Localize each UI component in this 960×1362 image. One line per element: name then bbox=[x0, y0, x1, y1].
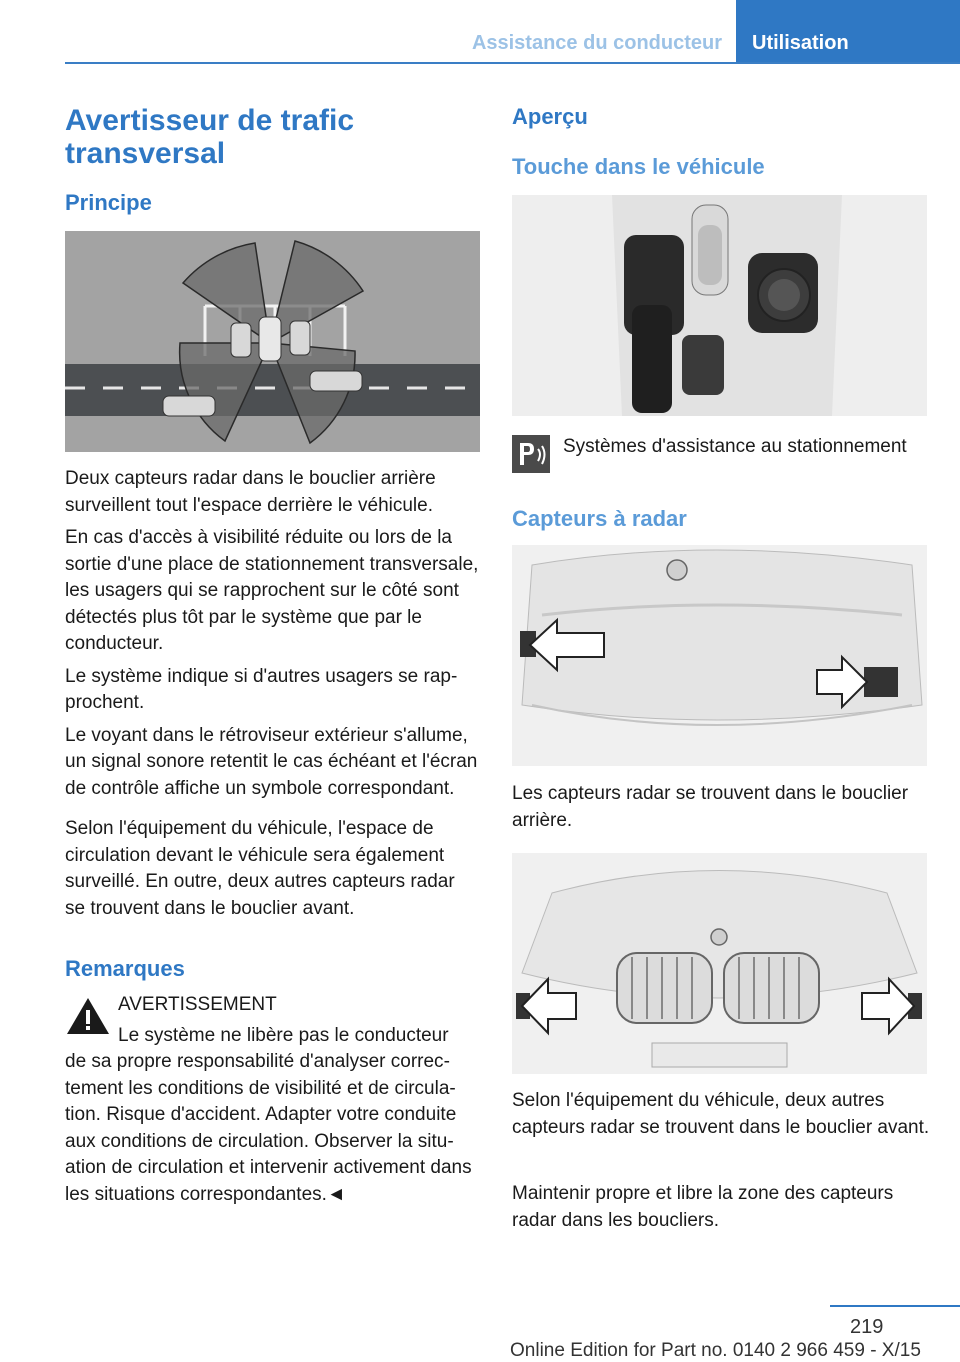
paragraph-1: Deux capteurs radar dans le bouclier arrière surveillent tout l'espace derrière le véhicule. bbox=[65, 468, 436, 516]
radar-heading: Capteurs à radar bbox=[512, 506, 687, 531]
page-title: Avertisseur de trafic transversal bbox=[65, 104, 355, 170]
paragraph-4: Le voyant dans le rétroviseur extérieur s'allume, un signal sonore retentit le cas échéant et l'écran de contrôle affiche un symbole correspondant. bbox=[65, 724, 478, 799]
paragraph-5: Selon l'équipement du véhicule, l'espace de circulation devant le véhicule sera également surveillé. En outre, deux autres capteurs radar se trouvent dans le bouclier avant. bbox=[65, 818, 455, 919]
button-heading: Touche dans le véhicule bbox=[512, 154, 765, 179]
warning-first-line: Le système ne libère pas le conducteur bbox=[118, 1025, 449, 1046]
warning-triangle-icon bbox=[65, 995, 111, 1037]
center-console-photo bbox=[512, 195, 927, 416]
clean-sensors-text: Maintenir propre et libre la zone des capteurs radar dans les boucliers. bbox=[512, 1183, 894, 1231]
radar-coverage-illustration bbox=[65, 231, 480, 452]
remarks-heading: Remarques bbox=[65, 956, 185, 981]
principle-text bbox=[65, 466, 480, 922]
paragraph-2: En cas d'accès à visibilité réduite ou lors de la sortie d'une place de stationnement transversale, les usagers qui se rapprochent sur le côté sont détectés plus tôt par le système que par le conducteur. bbox=[65, 527, 479, 654]
warning-label: AVERTISSEMENT bbox=[118, 994, 277, 1015]
overview-heading: Aperçu bbox=[512, 104, 588, 129]
front-bumper-photo bbox=[512, 853, 927, 1074]
paragraph-3: Le système indique si d'autres usagers se rapprochent. bbox=[65, 665, 458, 713]
header-tab-utilisation[interactable]: Utilisation bbox=[736, 0, 960, 62]
rear-bumper-photo bbox=[512, 545, 927, 766]
page-number: 219 bbox=[850, 1316, 884, 1338]
header-section-title: Assistance du conducteur bbox=[450, 0, 736, 62]
button-caption: Systèmes d'assistance au stationnement bbox=[563, 436, 907, 457]
edition-note: Online Edition for Part no. 0140 2 966 459 - X/15 bbox=[510, 1340, 921, 1361]
warning-text: de sa propre responsabilité d'analyser correctement les conditions de visibilité et de circulation. Risque d'accident. Adapter votre conduite aux conditions de circulation. Observer la situation de circulation et intervenir activement dans les situations correspondantes.◄ bbox=[65, 1051, 472, 1205]
header-rule bbox=[65, 62, 960, 64]
front-sensors-text: Selon l'équipement du véhicule, deux autres capteurs radar se trouvent dans le bouclier avant. bbox=[512, 1090, 930, 1138]
page-title-block bbox=[65, 104, 480, 170]
footer-rule bbox=[830, 1305, 960, 1307]
principle-heading: Principe bbox=[65, 190, 152, 215]
rear-sensors-text: Les capteurs radar se trouvent dans le bouclier arrière. bbox=[512, 783, 909, 831]
parking-assist-icon bbox=[512, 435, 550, 473]
